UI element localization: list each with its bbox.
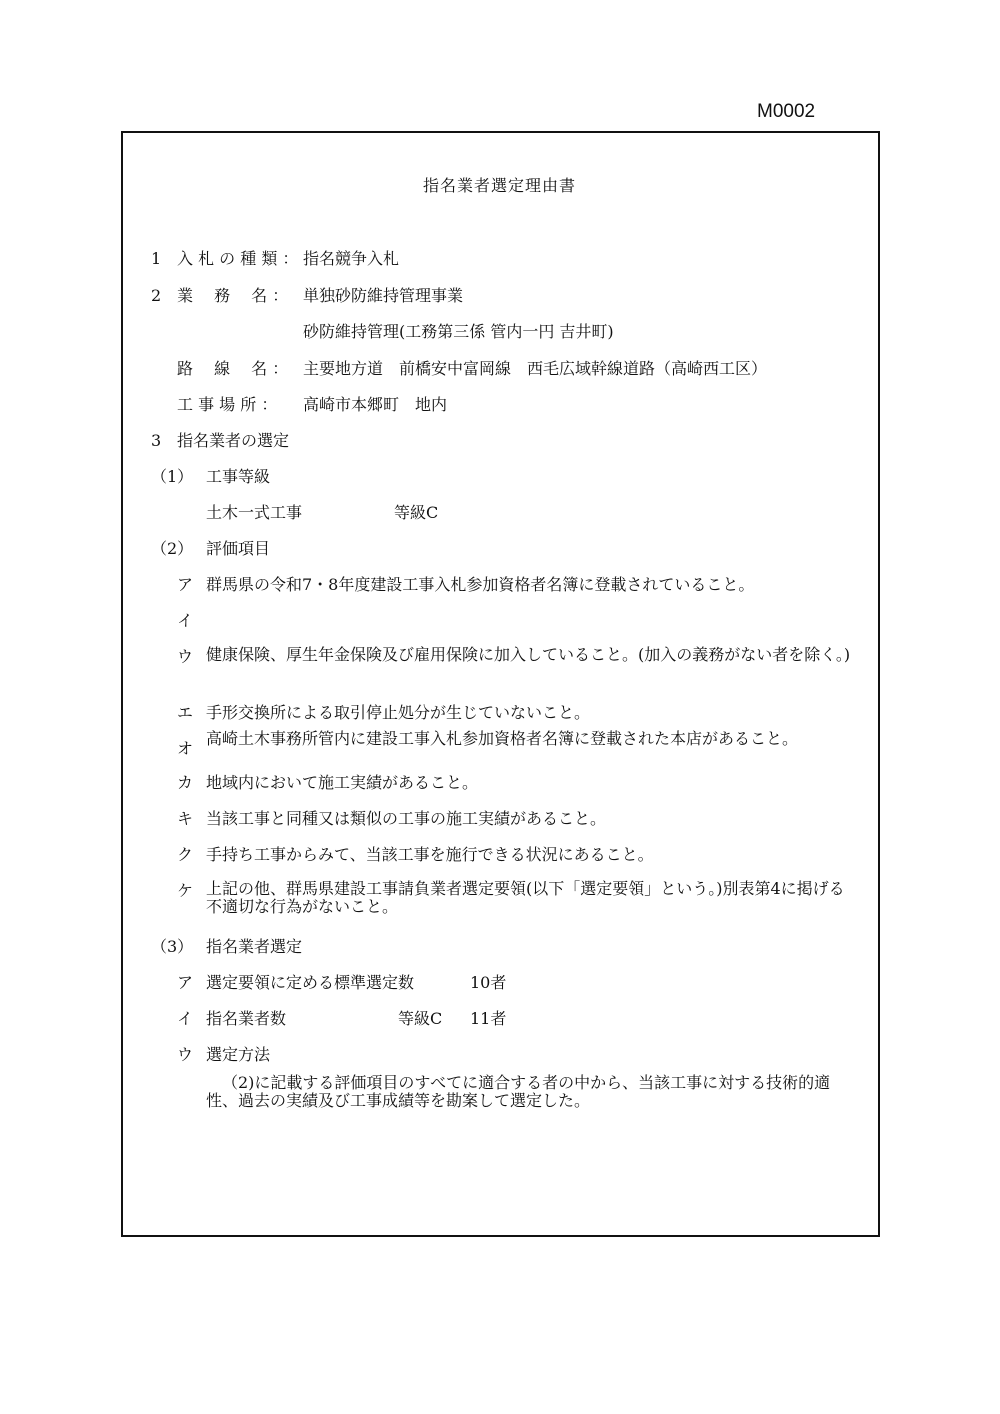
criteria-mark: カ [177, 773, 194, 792]
route-name-label: 路 線 名 ： [177, 359, 289, 378]
sub1-label: 工事等級 [206, 467, 271, 486]
designated-count-value: 11者 [470, 1009, 507, 1028]
criteria-mark: オ [177, 739, 194, 758]
bid-type-label: 入 札 の 種 類 ： [177, 249, 299, 268]
criteria-text: 地域内において施工実績があること。 [206, 773, 479, 792]
work-class-kind: 土木一式工事 [206, 503, 303, 522]
selection-method-label: 選定方法 [206, 1045, 271, 1064]
criteria-text: 手持ち工事からみて、当該工事を施行できる状況にあること。 [206, 845, 654, 864]
sub2-label: 評価項目 [206, 539, 271, 558]
criteria-text: 当該工事と同種又は類似の工事の施工実績があること。 [206, 809, 607, 828]
criteria-text: 高崎土木事務所管内に建設工事入札参加資格者名簿に登載された本店があること。 [206, 729, 799, 748]
sub1-number: （1） [151, 467, 194, 486]
work-name-value: 単独砂防維持管理事業 [303, 286, 464, 305]
criteria-mark: エ [177, 703, 194, 722]
designated-count-mark: イ [177, 1009, 194, 1028]
designated-count-grade: 等級C [398, 1009, 443, 1028]
sub3-number: （3） [151, 937, 194, 956]
criteria-mark: キ [177, 809, 194, 828]
selection-method-mark: ウ [177, 1045, 194, 1064]
standard-count-mark: ア [177, 973, 194, 992]
criteria-mark: ケ [177, 881, 194, 900]
section-2-number: 2 [151, 286, 162, 305]
document-title: 指名業者選定理由書 [423, 176, 577, 195]
standard-count-value: 10者 [470, 973, 507, 992]
document-id: M0002 [757, 101, 816, 122]
section-3-number: 3 [151, 431, 162, 450]
work-name-detail: 砂防維持管理(工務第三係 管内一円 吉井町) [303, 322, 614, 341]
work-site-label: 工 事 場 所 ： [177, 395, 278, 414]
criteria-mark: ク [177, 845, 194, 864]
criteria-text: 手形交換所による取引停止処分が生じていないこと。 [206, 703, 591, 722]
work-class-grade: 等級C [394, 503, 439, 522]
selection-method-text: （2)に記載する評価項目のすべてに適合する者の中から、当該工事に対する技術的適性、過去の実績及び工事成績等を勘案して選定した。 [206, 1073, 831, 1110]
work-name-label: 業 務 名 ： [177, 286, 289, 305]
criteria-mark: ア [177, 575, 194, 594]
sub3-label: 指名業者選定 [206, 937, 303, 956]
work-site-value: 高崎市本郷町 地内 [303, 395, 448, 414]
sub2-number: （2） [151, 539, 194, 558]
route-name-value: 主要地方道 前橋安中富岡線 西毛広域幹線道路（高崎西工区） [303, 359, 768, 378]
standard-count-label: 選定要領に定める標準選定数 [206, 973, 415, 992]
bid-type-value: 指名競争入札 [303, 249, 400, 268]
criteria-text: 健康保険、厚生年金保険及び雇用保険に加入していること。(加入の義務がない者を除く。) [206, 645, 851, 664]
section-1-number: 1 [151, 249, 162, 268]
criteria-text: 上記の他、群馬県建設工事請負業者選定要領(以下「選定要領」という。)別表第4に掲げる不適切な行為がないこと。 [206, 879, 845, 916]
criteria-mark: イ [177, 611, 194, 630]
criteria-mark: ウ [177, 647, 194, 666]
section-3-heading: 指名業者の選定 [177, 431, 290, 450]
designated-count-label: 指名業者数 [206, 1009, 287, 1028]
criteria-text: 群馬県の令和7・8年度建設工事入札参加資格者名簿に登載されていること。 [206, 575, 755, 594]
